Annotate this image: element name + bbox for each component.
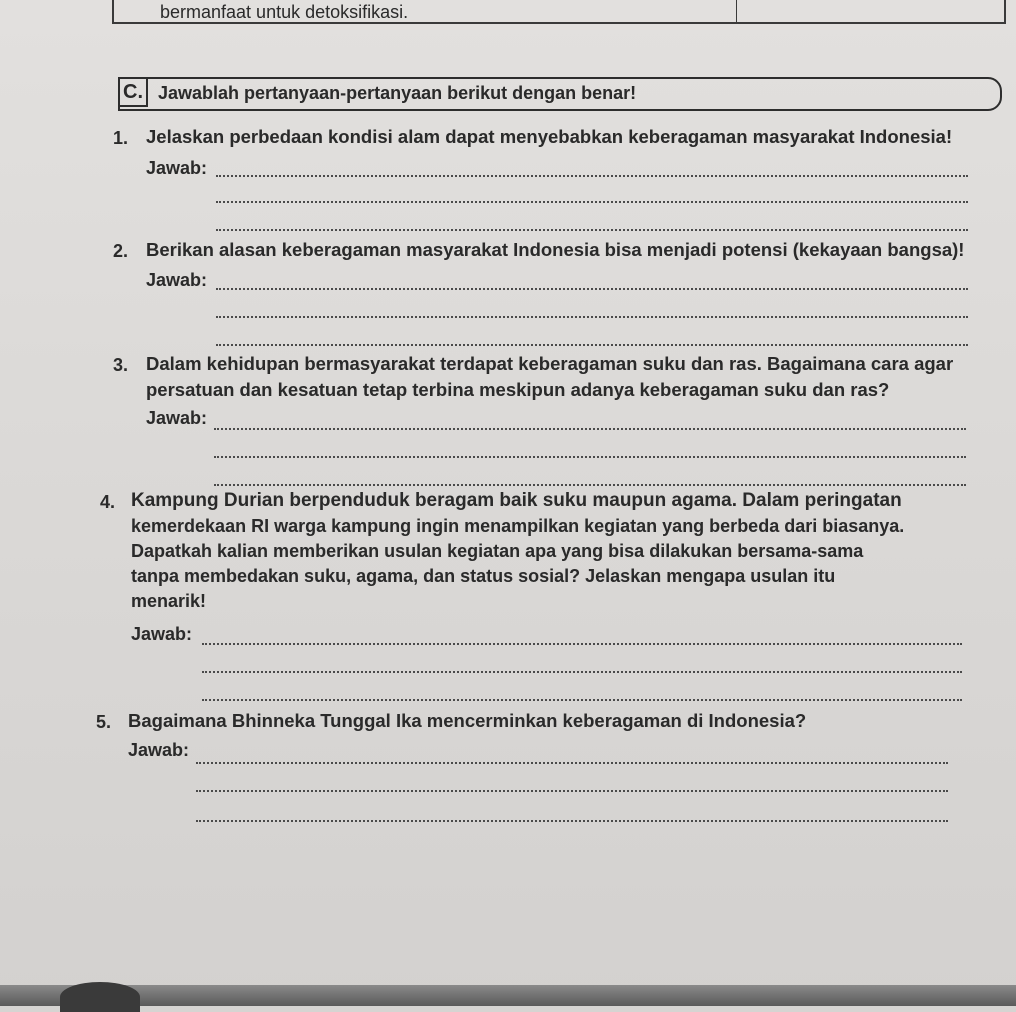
answer-line[interactable] (202, 671, 962, 673)
answer-label: Jawab: (146, 158, 208, 178)
question-text: Dapatkah kalian memberikan usulan kegiatan apa yang bisa dilakukan bersama-sama (131, 541, 864, 561)
question-text: menarik! (131, 591, 207, 611)
answer-line[interactable] (196, 790, 948, 792)
answer-line[interactable] (216, 175, 968, 177)
page-bottom-edge (0, 985, 1016, 1006)
question-number: 3. (113, 355, 129, 375)
answer-line[interactable] (214, 484, 966, 486)
question-text: kemerdekaan RI warga kampung ingin menampilkan kegiatan yang berbeda dari biasanya. (131, 516, 905, 536)
answer-line[interactable] (216, 229, 968, 231)
table-divider (736, 0, 737, 22)
question-text: Kampung Durian berpenduduk beragam baik suku maupun agama. Dalam peringatan (131, 490, 902, 511)
question-text: Dalam kehidupan bermasyarakat terdapat keberagaman suku dan ras. Bagaimana cara agar (146, 353, 954, 374)
answer-line[interactable] (216, 316, 968, 318)
answer-label: Jawab: (131, 624, 193, 644)
section-letter: C. (118, 77, 148, 107)
question-number: 2. (113, 241, 129, 261)
section-title: Jawablah pertanyaan-pertanyaan berikut dengan benar! (158, 83, 637, 103)
answer-line[interactable] (216, 344, 968, 346)
binding-ring (60, 982, 140, 1012)
question-text: tanpa membedakan suku, agama, dan status sosial? Jelaskan mengapa usulan itu (131, 566, 836, 586)
answer-label: Jawab: (146, 270, 208, 290)
question-text: persatuan dan kesatuan tetap terbina meskipun adanya keberagaman suku dan ras? (146, 379, 890, 400)
answer-line[interactable] (202, 643, 962, 645)
answer-line[interactable] (196, 820, 948, 822)
answer-label: Jawab: (146, 408, 208, 428)
answer-line[interactable] (216, 288, 968, 290)
answer-line[interactable] (202, 699, 962, 701)
previous-text: bermanfaat untuk detoksifikasi. (160, 2, 409, 22)
answer-line[interactable] (214, 456, 966, 458)
question-number: 5. (96, 712, 112, 732)
answer-line[interactable] (196, 762, 948, 764)
answer-line[interactable] (214, 428, 966, 430)
question-number: 4. (100, 492, 116, 512)
question-text: Bagaimana Bhinneka Tunggal Ika mencerminkan keberagaman di Indonesia? (128, 710, 807, 731)
answer-label: Jawab: (128, 740, 190, 760)
answer-line[interactable] (216, 201, 968, 203)
question-text: Berikan alasan keberagaman masyarakat Indonesia bisa menjadi potensi (kekayaan bangsa)! (146, 239, 965, 260)
question-text: Jelaskan perbedaan kondisi alam dapat menyebabkan keberagaman masyarakat Indonesia! (146, 126, 953, 147)
question-number: 1. (113, 128, 129, 148)
